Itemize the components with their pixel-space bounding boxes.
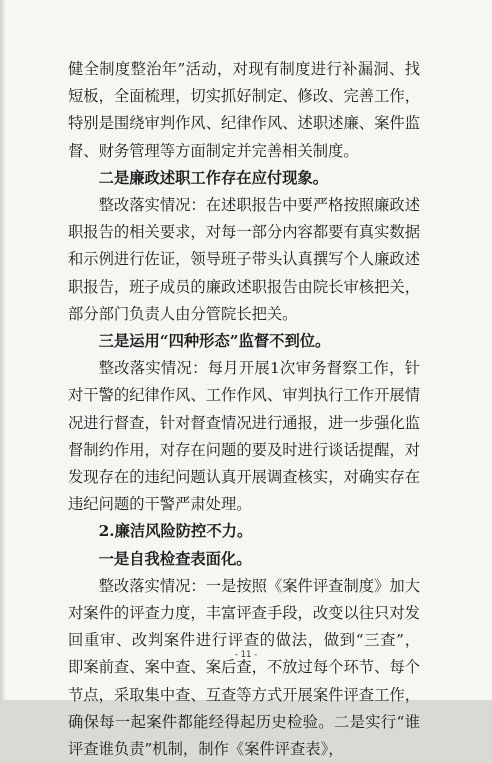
- page-number: - 11 -: [234, 650, 258, 660]
- paragraph-rectification-4: 整改落实情况：一是按照《案件评查制度》加大对案件的评查力度，丰富评查手段，改变以往只对发回重审、改判案件进行评查的做法，做到“三查”，即案前查、案中查、案后查，不放过每个环节、每个节点，采取集中查、互查等方式开展案件评查工作，确保每一起案件都能经得起历史检验。二是实行“谁评查谁负责”机制，制作《案件评查表》，: [68, 576, 420, 759]
- heading-risk-control: 2.廉洁风险防控不力。: [98, 522, 253, 541]
- paragraph-rectification-3: 整改落实情况：每月开展1次审务督察工作，针对干警的纪律作风、工作作风、审判执行工作开展情况进行督查，针对督查情况进行通报，进一步强化监督制约作用，对存在问题的要及时进行谈话提醒，对发现存在的违纪问题认真开展调查核实，对确实存在违纪问题的干警严肃处理。: [68, 359, 420, 514]
- heading-duty-report: 二是廉政述职工作存在应付现象。: [98, 168, 329, 187]
- paragraph-rectification-2: 整改落实情况：在述职报告中要严格按照廉政述职报告的相关要求，对每一部分内容都要有真实数据和示例进行佐证，领导班子带头认真撰写个人廉政述职报告，班子成员的廉政述职报告由院长审核把关，部分部门负责人由分管院长把关。: [68, 196, 420, 323]
- paragraph-1: 健全制度整治年”活动，对现有制度进行补漏洞、找短板，全面梳理，切实抓好制定、修改、完善工作，特别是围绕审判作风、纪律作风、述职述廉、案件监督、财务管理等方面制定并完善相关制度。: [68, 60, 420, 160]
- scan-edge-shadow: [0, 0, 6, 700]
- heading-four-forms: 三是运用“四种形态”监督不到位。: [98, 332, 331, 351]
- heading-self-inspection: 一是自我检查表面化。: [98, 549, 252, 568]
